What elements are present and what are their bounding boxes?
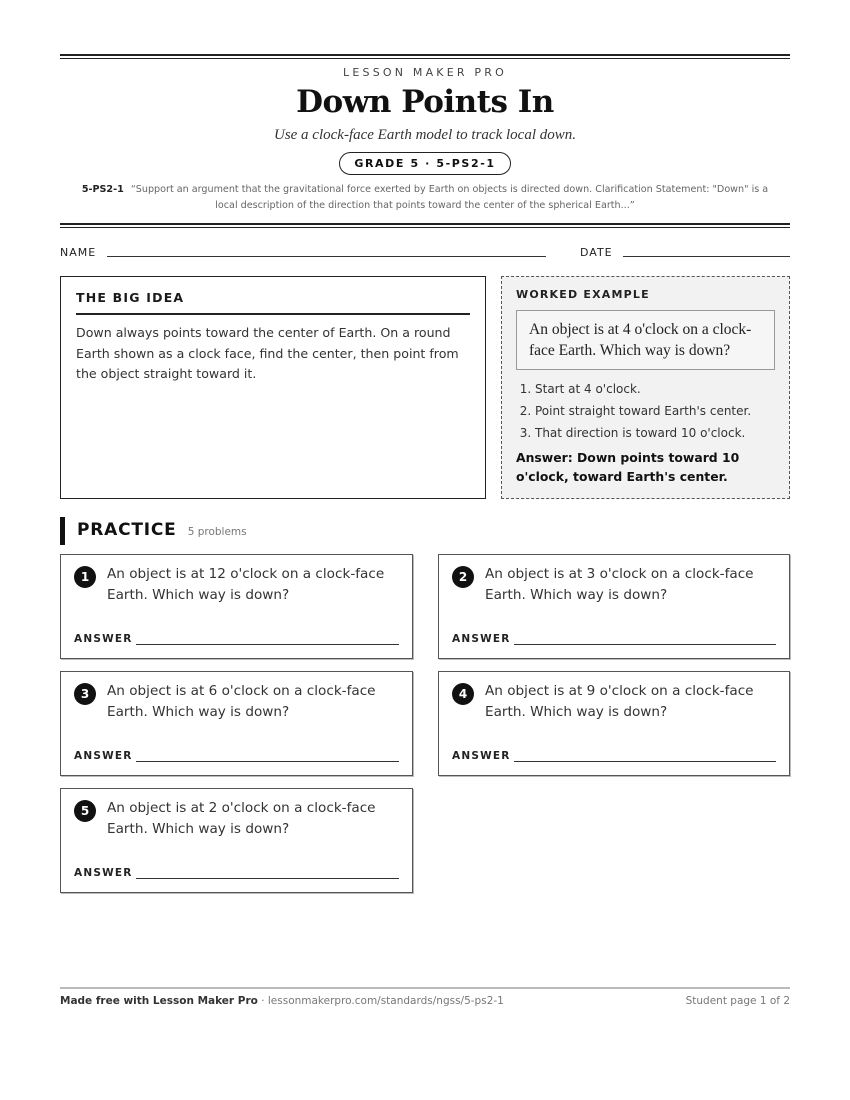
date-field-line[interactable]	[623, 256, 790, 257]
problem-number-badge: 3	[74, 683, 96, 705]
problem-question: An object is at 12 o'clock on a clock-face Earth. Which way is down?	[107, 566, 385, 603]
worked-example-box	[501, 276, 790, 499]
footer-rule	[60, 987, 790, 989]
problem-card-5	[60, 788, 413, 893]
problem-number-badge: 1	[74, 566, 96, 588]
grade-badge-row	[60, 152, 790, 175]
problem-question: An object is at 3 o'clock on a clock-face Earth. Which way is down?	[485, 566, 754, 603]
worked-example-heading: WORKED EXAMPLE	[516, 288, 650, 301]
practice-header	[60, 517, 247, 545]
problem-card-4	[438, 671, 790, 776]
page-title: Down Points In	[296, 84, 554, 120]
answer-line[interactable]	[514, 761, 776, 762]
problem-question: An object is at 6 o'clock on a clock-face Earth. Which way is down?	[107, 683, 376, 720]
problem-question: An object is at 9 o'clock on a clock-face Earth. Which way is down?	[485, 683, 754, 720]
answer-label: ANSWER	[74, 867, 133, 879]
standard-code: 5-PS2-1	[81, 184, 124, 195]
problem-question: An object is at 2 o'clock on a clock-face Earth. Which way is down?	[107, 800, 376, 837]
answer-label: ANSWER	[452, 633, 511, 645]
worked-example-step: 2. Point straight toward Earth's center.	[535, 400, 775, 422]
practice-count: 5 problems	[187, 526, 247, 538]
worked-example-steps	[516, 378, 775, 444]
big-idea-box	[60, 276, 486, 499]
worked-example-step: 1. Start at 4 o'clock.	[535, 378, 775, 400]
footer-credit	[60, 995, 504, 1007]
answer-line[interactable]	[136, 761, 399, 762]
problem-number-badge: 5	[74, 800, 96, 822]
answer-label: ANSWER	[74, 750, 133, 762]
answer-line[interactable]	[514, 644, 776, 645]
problem-card-2	[438, 554, 790, 659]
footer-made-with: Made free with Lesson Maker Pro	[60, 995, 258, 1007]
problem-number-badge: 4	[452, 683, 474, 705]
grade-badge: GRADE 5 · 5-PS2-1	[339, 152, 510, 175]
problem-card-3	[60, 671, 413, 776]
brand-name: LESSON MAKER PRO	[343, 66, 507, 79]
footer-page-number: Student page 1 of 2	[685, 995, 790, 1007]
problem-card-1	[60, 554, 413, 659]
page-subtitle: Use a clock-face Earth model to track local down.	[273, 127, 576, 143]
header-bottom-rule	[60, 223, 790, 228]
date-label: DATE	[580, 246, 613, 259]
problem-number-badge: 2	[452, 566, 474, 588]
standard-text: “Support an argument that the gravitational force exerted by Earth on objects is directed down. Clarification Statement: "Down" is a local description of the direction that points toward the center of the spherical Earth...”	[130, 184, 769, 211]
worked-example-question: An object is at 4 o'clock on a clock-face Earth. Which way is down?	[516, 310, 775, 370]
big-idea-heading: THE BIG IDEA	[76, 290, 470, 315]
big-idea-body: Down always points toward the center of Earth. On a round Earth shown as a clock face, find the center, then point from the object straight toward it.	[76, 325, 459, 381]
worked-example-answer: Answer: Down points toward 10 o'clock, toward Earth's center.	[516, 450, 740, 484]
header-top-rule	[60, 54, 790, 59]
practice-title: PRACTICE	[77, 520, 177, 540]
answer-label: ANSWER	[74, 633, 133, 645]
footer-url[interactable]: · lessonmakerpro.com/standards/ngss/5-ps2-1	[257, 995, 504, 1007]
name-field-line[interactable]	[107, 256, 546, 257]
standard-statement	[70, 182, 780, 214]
worked-example-step: 3. That direction is toward 10 o'clock.	[535, 422, 775, 444]
answer-line[interactable]	[136, 878, 399, 879]
answer-label: ANSWER	[452, 750, 511, 762]
name-label: NAME	[60, 246, 97, 259]
answer-line[interactable]	[136, 644, 399, 645]
